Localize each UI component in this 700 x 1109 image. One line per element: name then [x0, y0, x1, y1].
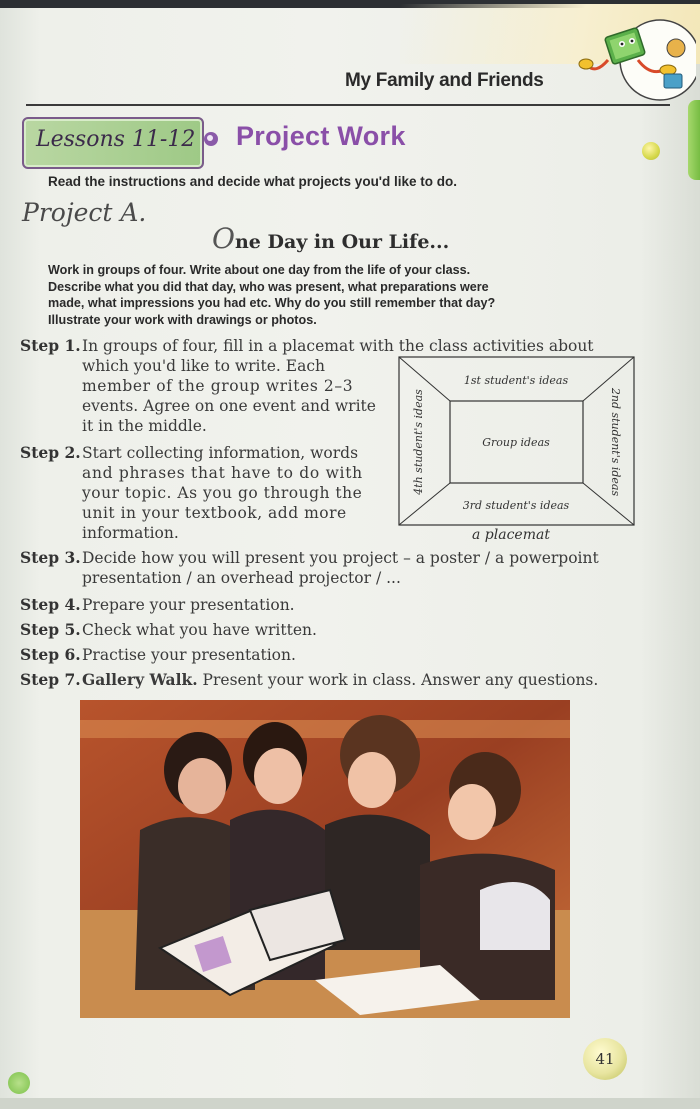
step-line: Decide how you will present you project – a poster / a powerpoint [82, 549, 599, 567]
step-4 [20, 595, 660, 617]
step-label: Step 5. [20, 620, 81, 639]
lessons-badge [22, 117, 204, 169]
step-line: information. [82, 524, 179, 542]
placemat-bottom-label: 3rd student's ideas [462, 499, 570, 512]
step-line: your topic. As you go through the [82, 484, 363, 502]
step-text [82, 443, 392, 543]
step-label: Step 3. [20, 548, 81, 567]
step-text [82, 670, 682, 690]
step-3 [20, 548, 660, 592]
project-title [212, 222, 449, 255]
step-line-text: which you'd like to write. Each [82, 357, 325, 375]
step-line: unit in your textbook, add more [82, 504, 347, 522]
step-text: Prepare your presentation. [82, 596, 295, 614]
mascot-book-icon [568, 14, 696, 106]
bottom-edge [0, 1098, 700, 1109]
placemat-left-label: 4th student's ideas [412, 389, 425, 495]
decorative-dot-icon [642, 142, 660, 160]
intro-line: Describe what you did that day, who was present, what preparations were [48, 279, 489, 294]
step-2 [20, 443, 400, 547]
step-label: Step 1. [20, 336, 81, 355]
placemat-center-label: Group ideas [482, 436, 550, 449]
step-line: events. Agree on one event and write [82, 397, 376, 415]
placemat-top-label: 1st student's ideas [463, 374, 569, 387]
intro-line: Illustrate your work with drawings or photos. [48, 312, 317, 327]
placemat-right-label: 2nd student's ideas [609, 387, 622, 497]
page-tab-marker [688, 100, 700, 180]
project-label: Project A. [22, 198, 147, 227]
corner-dot-icon [8, 1072, 30, 1094]
step-text: Check what you have written. [82, 621, 317, 639]
lessons-label: Lessons 11-12 [36, 127, 196, 152]
step-line: and phrases that have to do with [82, 464, 363, 482]
header-divider [26, 104, 670, 106]
step-6 [20, 645, 660, 667]
page-number: 41 [583, 1038, 627, 1080]
step-line: presentation / an overhead projector / ... [82, 569, 401, 587]
placemat-diagram [398, 356, 635, 526]
step-line: Start collecting information, words [82, 444, 359, 462]
gallery-walk-label: Gallery Walk. [82, 670, 198, 689]
step-7 [20, 670, 680, 692]
step-text [82, 548, 660, 588]
step-text: Practise your presentation. [82, 646, 296, 664]
step-label: Step 4. [20, 595, 81, 614]
step-line [82, 356, 390, 376]
bullet-icon [204, 132, 218, 146]
project-intro [48, 262, 648, 328]
step-line: In groups of four, fill in a placemat with the class activities about [82, 337, 594, 355]
step-line: Present your work in class. Answer any questions. [197, 671, 599, 689]
project-title-rest: ne Day in Our Life... [234, 231, 450, 253]
instructions-text: Read the instructions and decide what projects you'd like to do. [48, 174, 458, 189]
section-title: My Family and Friends [345, 70, 544, 91]
step-5 [20, 620, 660, 642]
intro-line: made, what impressions you had etc. Why do you still remember that day? [48, 296, 496, 310]
lesson-title: Project Work [236, 121, 406, 151]
step-line: it in the middle. [82, 417, 207, 435]
step-label: Step 7. [20, 670, 81, 689]
intro-line: Work in groups of four. Write about one day from the life of your class. [48, 263, 471, 277]
step-label: Step 2. [20, 443, 81, 462]
placemat-caption: a placemat [472, 527, 550, 543]
step-line: member of the group writes 2–3 [82, 377, 354, 395]
students-photo [80, 700, 570, 1018]
step-label: Step 6. [20, 645, 81, 664]
project-title-initial: O [212, 222, 235, 255]
